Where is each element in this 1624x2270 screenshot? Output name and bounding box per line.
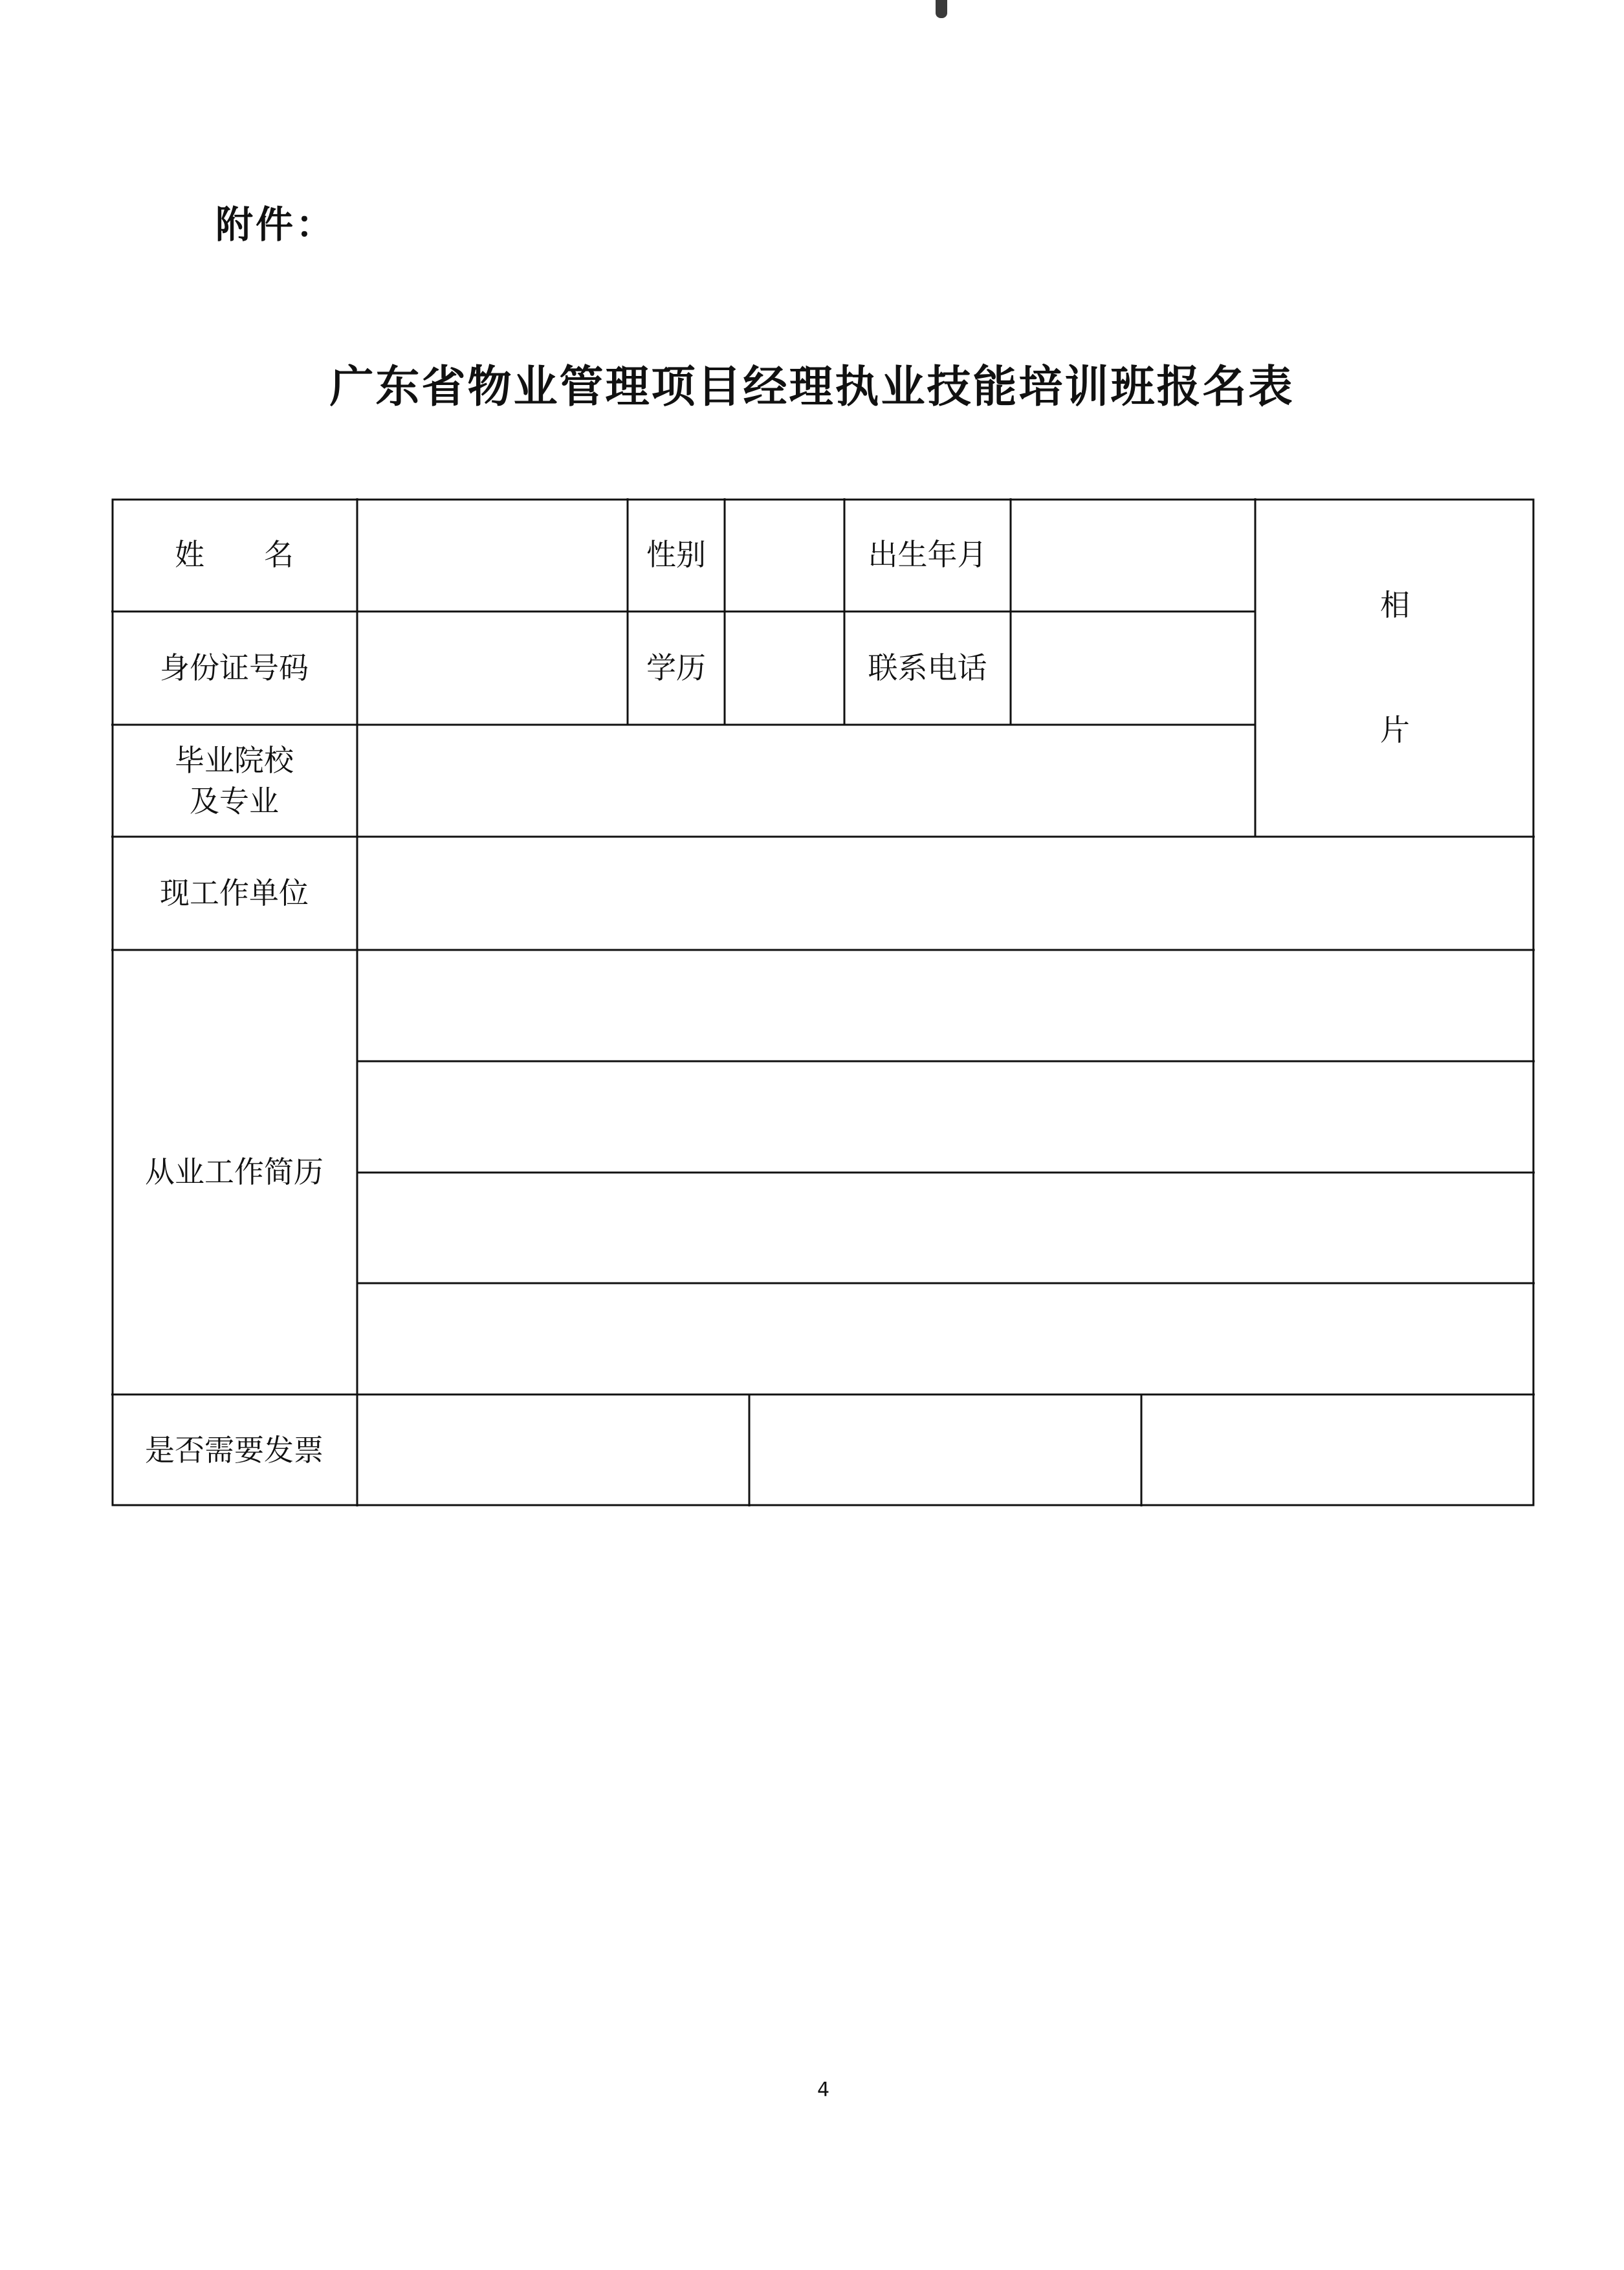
work-history-row-1[interactable] xyxy=(357,950,1535,1061)
work-history-row-2[interactable] xyxy=(357,1061,1535,1173)
invoice-field-1[interactable] xyxy=(357,1394,749,1506)
school-label-line1: 毕业院校 xyxy=(175,743,294,778)
id-number-field[interactable] xyxy=(357,612,628,725)
form-title: 广东省物业管理项目经理执业技能培训班报名表 xyxy=(329,362,1295,413)
employer-field[interactable] xyxy=(357,837,1535,950)
name-label: 姓 名 xyxy=(175,537,294,573)
invoice-field-3[interactable] xyxy=(1141,1394,1535,1506)
gender-field[interactable] xyxy=(725,498,844,612)
birth-month-label: 出生年月 xyxy=(868,537,987,573)
gender-label: 性别 xyxy=(646,537,706,573)
registration-form-table xyxy=(111,498,1535,1506)
photo-label-top: 相 xyxy=(1380,588,1410,623)
school-major-label xyxy=(111,725,357,837)
scan-mark xyxy=(936,0,947,18)
work-history-row-3[interactable] xyxy=(357,1173,1535,1283)
school-major-field[interactable] xyxy=(357,725,1255,837)
invoice-label: 是否需要发票 xyxy=(145,1433,324,1468)
education-label: 学历 xyxy=(646,650,706,686)
work-history-row-4[interactable] xyxy=(357,1283,1535,1394)
work-history-label: 从业工作简历 xyxy=(145,1154,324,1190)
phone-label: 联系电话 xyxy=(868,650,987,686)
attachment-label: 附件： xyxy=(215,203,336,247)
photo-label-bottom: 片 xyxy=(1380,712,1410,747)
employer-label: 现工作单位 xyxy=(160,876,309,911)
photo-box[interactable] xyxy=(1255,498,1535,837)
birth-month-field[interactable] xyxy=(1011,498,1255,612)
phone-field[interactable] xyxy=(1011,612,1255,725)
name-field[interactable] xyxy=(357,498,628,612)
school-label-line2: 及专业 xyxy=(190,783,279,819)
id-number-label: 身份证号码 xyxy=(160,650,309,686)
page-number: 4 xyxy=(817,2078,830,2101)
education-field[interactable] xyxy=(725,612,844,725)
invoice-field-2[interactable] xyxy=(749,1394,1141,1506)
